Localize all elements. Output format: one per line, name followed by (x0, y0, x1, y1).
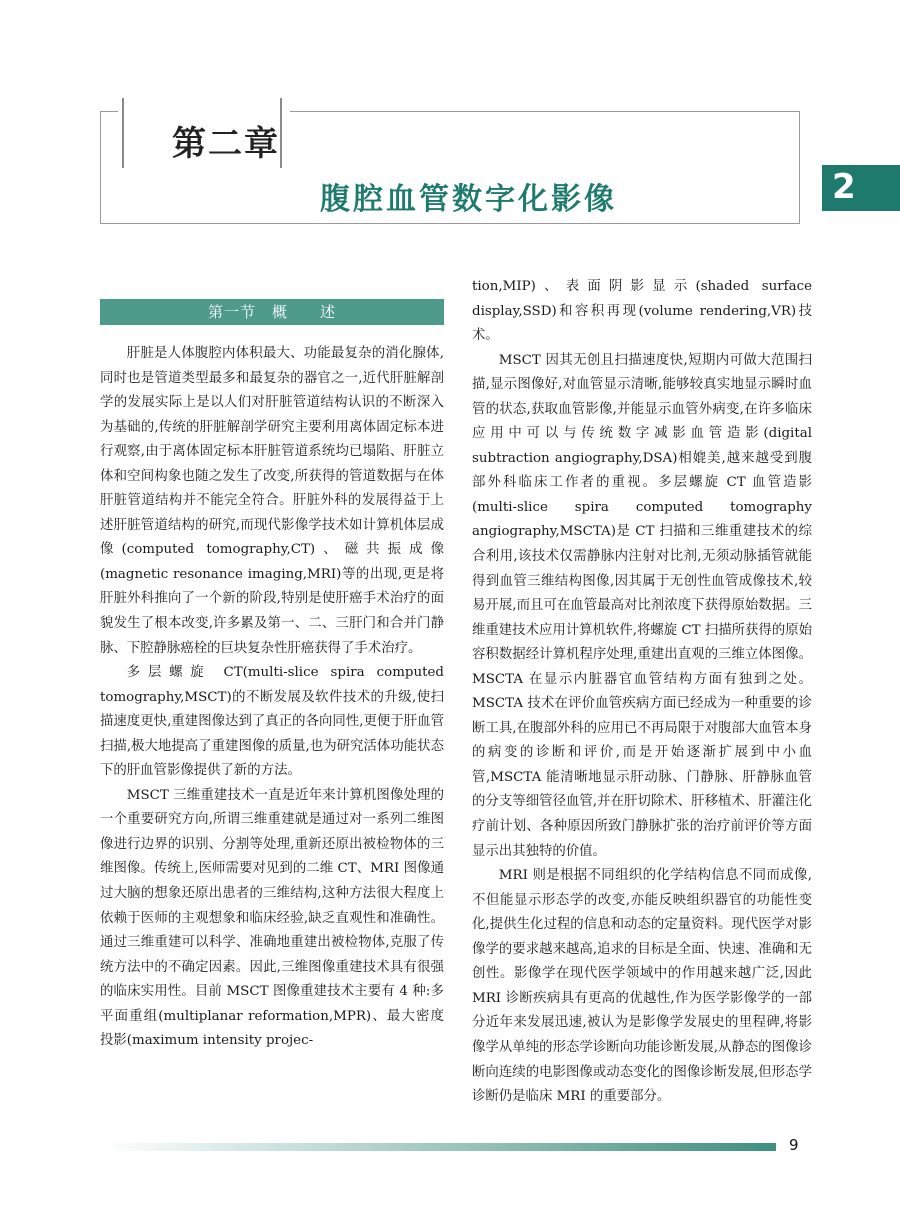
page-number: 9 (789, 1136, 799, 1154)
header-bar-left (122, 98, 124, 168)
header-bar-right (280, 98, 282, 168)
paragraph: MRI 则是根据不同组织的化学结构信息不同而成像,不但能显示形态学的改变,亦能反映组织器官的功能性变化,提供生化过程的信息和动态的定量资料。现代医学对影像学的要求越来越高,追求的目标是全面、快速、准确和无创性。影像学在现代医学领域中的作用越来越广泛,因此 MRI 诊断疾病具有更高的优越性,作为医学影像学的一部分近年来发展迅速,被认为是影像学发展史的里程碑,将影像学从单纯的形态学诊断向功能诊断发展,从静态的图像诊断向连续的电影图像或动态变化的图像诊断发展,但形态学诊断仍是临床 MRI 的重要部分。 (472, 868, 812, 1105)
paragraph: MSCT 因其无创且扫描速度快,短期内可做大范围扫描,显示图像好,对血管显示清晰,能够较真实地显示瞬时血管的状态,获取血管影像,并能显示血管外病变,在许多临床应用中可以与传统数字减影血管造影(digital subtraction angiography,DSA)相媲美,越来越受到腹部外科临床工作者的重视。多层螺旋 CT 血管造影(multi-slice spira computed tomography angiography,MSCTA)是 CT 扫描和三维重建技术的综合利用,该技术仅需静脉内注射对比剂,无须动脉插管就能得到血管三维结构图像,因其属于无创性血管成像技术,较易开展,而且可在血管最高对比剂浓度下获得原始数据。三维重建技术应用计算机软件,将螺旋 CT 扫描所获得的原始容积数据经计算机程序处理,重建出直观的三维立体图像。MSCTA 在显示内脏器官血管结构方面有独到之处。MSCTA 技术在评价血管疾病方面已经成为一种重要的诊断工具,在腹部外科的应用已不再局限于对腹部大血管本身的病变的诊断和评价,而是开始逐渐扩展到中小血管,MSCTA 能清晰地显示肝动脉、门静脉、肝静脉血管的分支等细管径血管,并在肝切除术、肝移植术、肝灌注化疗前计划、各种原因所致门静脉扩张的治疗前评价等方面显示出其独特的价值。 (472, 352, 812, 859)
chapter-title: 腹腔血管数字化影像 (320, 182, 617, 217)
paragraph-continuation: tion,MIP)、表面阴影显示(shaded surface display,SSD)和容积再现(volume rendering,VR)技术。 (472, 279, 812, 344)
left-column (100, 342, 444, 1054)
right-column (472, 275, 812, 1110)
paragraph: 多层螺旋 CT(multi-slice spira computed tomography,MSCT)的不断发展及软件技术的升级,使扫描速度更快,重建图像达到了真正的各向同性,更便于肝血管扫描,极大地提高了重建图像的质量,也为研究活体功能状态下的肝血管影像提供了新的方法。 (100, 665, 444, 779)
section-header (100, 299, 444, 325)
section-title: 第一节 概 述 (207, 303, 336, 321)
chapter-tab (822, 165, 900, 211)
paragraph: MSCT 三维重建技术一直是近年来计算机图像处理的一个重要研究方向,所谓三维重建就是通过对一系列二维图像进行边界的识别、分割等处理,重新还原出被检物体的三维图像。传统上,医师需要对见到的二维 CT、MRI 图像通过大脑的想象还原出患者的三维结构,这种方法很大程度上依赖于医师的主观想象和临床经验,缺乏直观性和准确性。通过三维重建可以科学、准确地重建出被检物体,克服了传统方法中的不确定因素。因此,三维图像重建技术具有很强的临床实用性。目前 MSCT 图像重建技术主要有 4 种:多平面重组(multiplanar reformation,MPR)、最大密度投影(maximum intensity projec- (100, 787, 444, 1049)
chapter-tab-number: 2 (832, 167, 856, 207)
footer-gradient-bar (100, 1143, 776, 1151)
paragraph: 肝脏是人体腹腔内体积最大、功能最复杂的消化腺体,同时也是管道类型最多和最复杂的器官之一,近代肝脏解剖学的发展实际上是以人们对肝脏管道结构认识的不断深入为基础的,传统的肝脏解剖学研究主要利用离体固定标本进行观察,由于离体固定标本肝脏管道系统均已塌陷、肝脏立体和空间构象也随之发生了改变,所获得的管道数据与在体肝脏管道结构并不能完全符合。肝脏外科的发展得益于上述肝脏管道结构的研究,而现代影像学技术如计算机体层成像(computed tomography,CT)、磁共振成像(magnetic resonance imaging,MRI)等的出现,更是将肝脏外科推向了一个新的阶段,特别是使肝癌手术治疗的面貌发生了根本改变,许多累及第一、二、三肝门和合并门静脉、下腔静脉癌栓的巨块复杂性肝癌获得了手术治疗。 (100, 346, 444, 656)
chapter-number: 第二章 (172, 124, 280, 164)
